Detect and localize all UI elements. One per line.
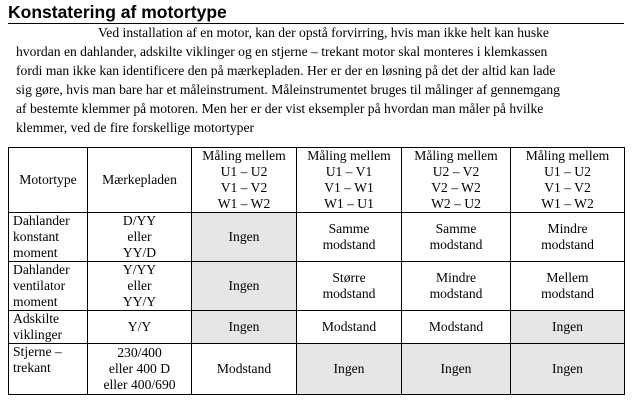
row-motortype-line: konstant [13, 229, 60, 244]
row-cell-line: modstand [429, 237, 483, 252]
header-line: U2 – V2 [432, 164, 480, 179]
header-line: V1 – V2 [544, 180, 591, 195]
row-cell [297, 344, 402, 395]
header-line: V2 – W2 [431, 180, 481, 195]
row-motortype [9, 262, 88, 311]
header-motortype: Motortype [9, 148, 88, 213]
header-line: V1 – V2 [220, 180, 268, 195]
row-cell [511, 344, 625, 395]
header-line: U1 – V1 [325, 164, 373, 179]
row-cell-line: Ingen [228, 278, 260, 293]
table-row [9, 344, 625, 395]
header-measurement [192, 148, 297, 213]
row-motortype-line: trekant [13, 360, 51, 375]
row-motortype-line: Dahlander [13, 262, 70, 277]
paragraph-line: hvordan en dahlander, adskilte viklinger og en stjerne – trekant motor skal monteres i klemkassen [16, 44, 548, 59]
row-plate-line: YY/Y [122, 294, 157, 309]
row-motortype-line: moment [13, 245, 58, 260]
row-cell [402, 311, 511, 344]
row-cell [511, 311, 625, 344]
row-cell [511, 262, 625, 311]
header-line: W1 – W2 [217, 196, 271, 211]
header-measurement [511, 148, 625, 213]
table-row [9, 262, 625, 311]
row-plate-line: YY/D [122, 245, 157, 260]
row-plate [88, 262, 192, 311]
row-cell-line: Ingen [440, 361, 472, 376]
row-plate [88, 344, 192, 395]
motortype-table [8, 147, 625, 395]
row-motortype-line: Adskilte [13, 311, 60, 326]
paragraph-line: af bestemte klemmer på motoren. Men her er der vist eksempler på hvordan man måler på hvilke [16, 101, 544, 116]
row-cell [297, 311, 402, 344]
row-cell [192, 262, 297, 311]
table-header-row [9, 148, 625, 213]
document-title: Konstatering af motortype [8, 2, 227, 22]
row-cell [192, 344, 297, 395]
header-line: U1 – U2 [220, 164, 268, 179]
row-plate-line: eller [127, 229, 152, 244]
header-line: Måling mellem [307, 148, 391, 163]
row-motortype [9, 311, 88, 344]
row-plate-line: 230/400 [117, 345, 162, 360]
row-plate-line: D/YY [122, 213, 157, 228]
paragraph-line: sig gøre, hvis man bare har et måleinstrument. Måleinstrumentet bruges til målinger af gennemgang [16, 82, 560, 97]
row-motortype-line: moment [13, 294, 58, 309]
row-cell-line: Større [332, 270, 366, 285]
header-line: W1 – U1 [324, 196, 374, 211]
row-cell-line: Samme [328, 221, 370, 236]
row-cell [402, 213, 511, 262]
row-cell-line: modstand [322, 286, 376, 301]
row-cell [402, 344, 511, 395]
row-cell [402, 262, 511, 311]
row-cell-line: modstand [541, 237, 594, 252]
row-cell [192, 213, 297, 262]
row-cell-line: Modstand [321, 319, 377, 334]
row-motortype-line: ventilator [13, 278, 66, 293]
header-line: Måling mellem [202, 148, 286, 163]
row-motortype-line: Dahlander [13, 213, 70, 228]
row-plate [88, 213, 192, 262]
row-plate-line: eller 400/690 [103, 377, 176, 392]
row-motortype [9, 344, 88, 395]
row-cell-line: Ingen [228, 319, 260, 334]
row-cell-line: Ingen [552, 319, 583, 334]
header-maerkepladen: Mærkepladen [88, 148, 192, 213]
row-plate [88, 311, 192, 344]
row-cell-line: Modstand [428, 319, 484, 334]
row-plate-line: eller 400 D [108, 361, 171, 376]
row-cell-line: Mindre [435, 270, 477, 285]
row-motortype [9, 213, 88, 262]
row-plate-line: Y/YY [122, 262, 157, 277]
row-cell-line: Modstand [216, 361, 272, 376]
header-line: V1 – W1 [324, 180, 374, 195]
row-cell-line: Mellem [546, 270, 589, 285]
header-line: U1 – U2 [544, 164, 591, 179]
paragraph-line: klemmer, ved de fire forskellige motortyper [16, 120, 255, 135]
row-motortype-line: Stjerne – [13, 344, 62, 359]
intro-paragraph [16, 23, 626, 137]
header-line: W1 – W2 [541, 196, 594, 211]
row-cell [192, 311, 297, 344]
header-line: Måling mellem [525, 148, 610, 163]
header-line: Måling mellem [414, 148, 498, 163]
row-plate-line: eller [127, 278, 152, 293]
table-row [9, 311, 625, 344]
header-measurement [297, 148, 402, 213]
row-cell-line: Ingen [552, 361, 583, 376]
row-motortype-line: viklinger [13, 327, 63, 342]
paragraph-line: Ved installation af en motor, kan der opstå forvirring, hvis man ikke helt kan huske [98, 25, 549, 40]
table-row [9, 213, 625, 262]
row-cell [297, 262, 402, 311]
row-cell-line: Mindre [547, 221, 588, 236]
row-cell [511, 213, 625, 262]
row-cell-line: modstand [429, 286, 483, 301]
row-cell-line: modstand [541, 286, 594, 301]
row-plate-line: Y/Y [127, 319, 152, 334]
header-measurement [402, 148, 511, 213]
row-cell-line: modstand [322, 237, 376, 252]
header-line: W2 – U2 [431, 196, 481, 211]
row-cell-line: Ingen [228, 229, 260, 244]
paragraph-line: fordi man ikke kan identificere den på mærkepladen. Her er der en løsning på det der altid kan lade [16, 63, 556, 78]
row-cell-line: Samme [435, 221, 477, 236]
row-cell-line: Ingen [333, 361, 365, 376]
row-cell [297, 213, 402, 262]
